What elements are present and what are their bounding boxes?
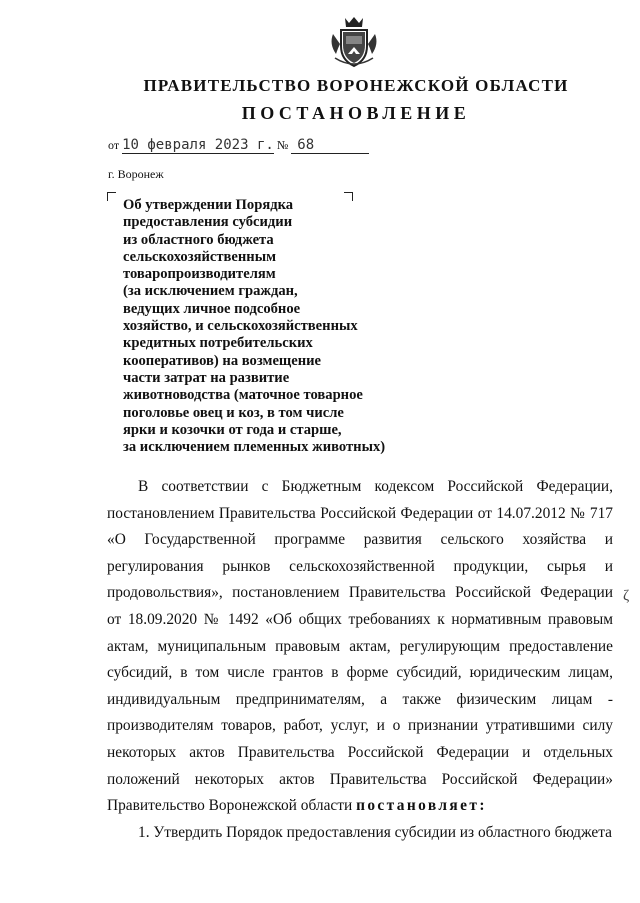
subject-line: поголовье овец и коз, в том числе [123,404,344,421]
margin-mark: ζ [623,588,630,604]
body-line: «О Государственной программе развития сельского хозяйства и [107,531,613,549]
number-sign: № [276,138,289,152]
coat-of-arms-icon [329,14,379,70]
decree-line [107,793,613,820]
subject-line: (за исключением граждан, [123,283,298,300]
subject-line: сельскохозяйственным [123,248,277,265]
subject-line: ведущих личное подсобное [123,300,301,317]
subject-line: товаропроизводителям [123,266,276,283]
body-line: В соответствии с Бюджетным кодексом Российской Федерации, [138,478,613,495]
body-line: субсидий, в том числе грантов в форме субсидий, юридическим лицам, [107,664,613,682]
subject-line: Об утверждении Порядка [123,197,294,213]
item-1: 1. Утвердить Порядок предоставления субсидии из областного бюджета [138,823,612,841]
document-date: 10 февраля 2023 г. [122,137,274,153]
body-line: актам, муниципальным правовым актам, регулирующим предоставление [107,637,613,655]
registration-line [108,138,369,154]
subject-line: ярки и козочки от года и старше, [123,421,342,438]
decree-subject: Правительство Воронежской области [107,797,353,815]
body-line: регулирования рынков сельскохозяйственной продукции, сырья и [107,557,613,575]
body-line: положений некоторых актов Правительства Российской Федерации» [107,770,613,788]
subject-line: животноводства (маточное товарное [123,387,363,404]
body-line: производителям товаров, работ, услуг, и о признании утратившими силу [107,717,613,735]
date-prefix: от [108,138,120,152]
body-line: продовольствия», постановлением Правительства Российской Федерации [107,584,613,602]
subject-bracket-left [107,192,116,201]
subject-line: хозяйство, и сельскохозяйственных [123,318,358,335]
subject-line: за исключением племенных животных) [123,439,386,456]
body-line: постановлением Правительства Российской Федерации от 14.07.2012 № 717 [107,504,613,522]
body-text [107,474,613,846]
government-title: ПРАВИТЕЛЬСТВО ВОРОНЕЖСКОЙ ОБЛАСТИ [143,76,569,95]
subject-line: предоставления субсидии [123,214,293,231]
city: г. Воронеж [108,167,164,181]
body-line: от 18.09.2020 № 1492 «Об общих требованиях к нормативным правовым [107,610,613,628]
subject-line: части затрат на развитие [123,369,290,386]
document-subject [123,197,423,456]
body-line: индивидуальным предпринимателям, а также физическим лицам - [107,690,613,708]
document-type: ПОСТАНОВЛЕНИЕ [241,103,471,123]
body-line: некоторых актов Правительства Российской Федерации и отдельных [107,743,613,761]
subject-line: кооперативов) на возмещение [123,352,322,369]
document-number: 68 [297,137,315,153]
subject-line: из областного бюджета [123,231,274,248]
decree-verb: постановляет: [356,797,487,815]
subject-line: кредитных потребительских [123,335,313,352]
